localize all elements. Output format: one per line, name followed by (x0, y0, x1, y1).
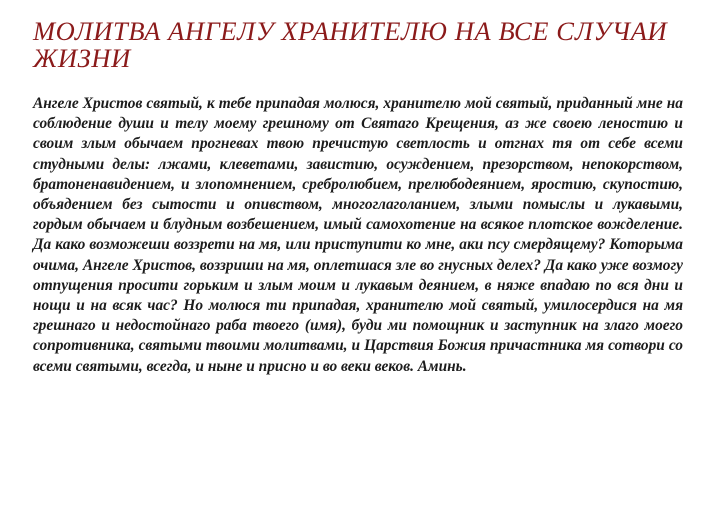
page-title: МОЛИТВА АНГЕЛУ ХРАНИТЕЛЮ НА ВСЕ СЛУЧАИ ЖИЗНИ (33, 16, 668, 73)
prayer-text: Ангеле Христов святый, к тебе припадая молюся, хранителю мой святый, приданный мне на соблюдение души и телу моему грешному от Святаго Крещения, аз же своею леностию и своим злым обычаем прогневах твою пречистую светлость и отгнах тя от себе всеми студными делы: лжами, клеветами, завистию, осуждением, презорством, непокорством, братоненавидением, и злопомнением, сребролюбием, прелюбодеянием, яростию, скупостию, объядением без сытости и опивством, многоглаголанием, злыми помыслы и лукавыми, гордым обычаем и блудным возбешением, имый самохотение на всякое плотское вождeление. Да како возможеши воззрети на мя, или приступити ко мне, аки псу смердящему? Которыма очима, Ангеле Христов, воззриши на мя, оплетшася зле во гнусных делех? Да како уже возмогу отпущения просити горьким и злым моим и лукавым деянием, в няже впадаю по вся дни и нощи и на всяк час? Но молюся ти припадая, хранителю мой святый, умилосердися на мя грешнаго и недостойнаго раба твоего (имя), буди ми помощник и заступник на злаго моего сопротивника, святыми твоими молитвами, и Царствия Божия причастника мя сотвори со всеми святыми, всегда, и ныне и присно и во веки веков. Аминь. (33, 95, 683, 375)
